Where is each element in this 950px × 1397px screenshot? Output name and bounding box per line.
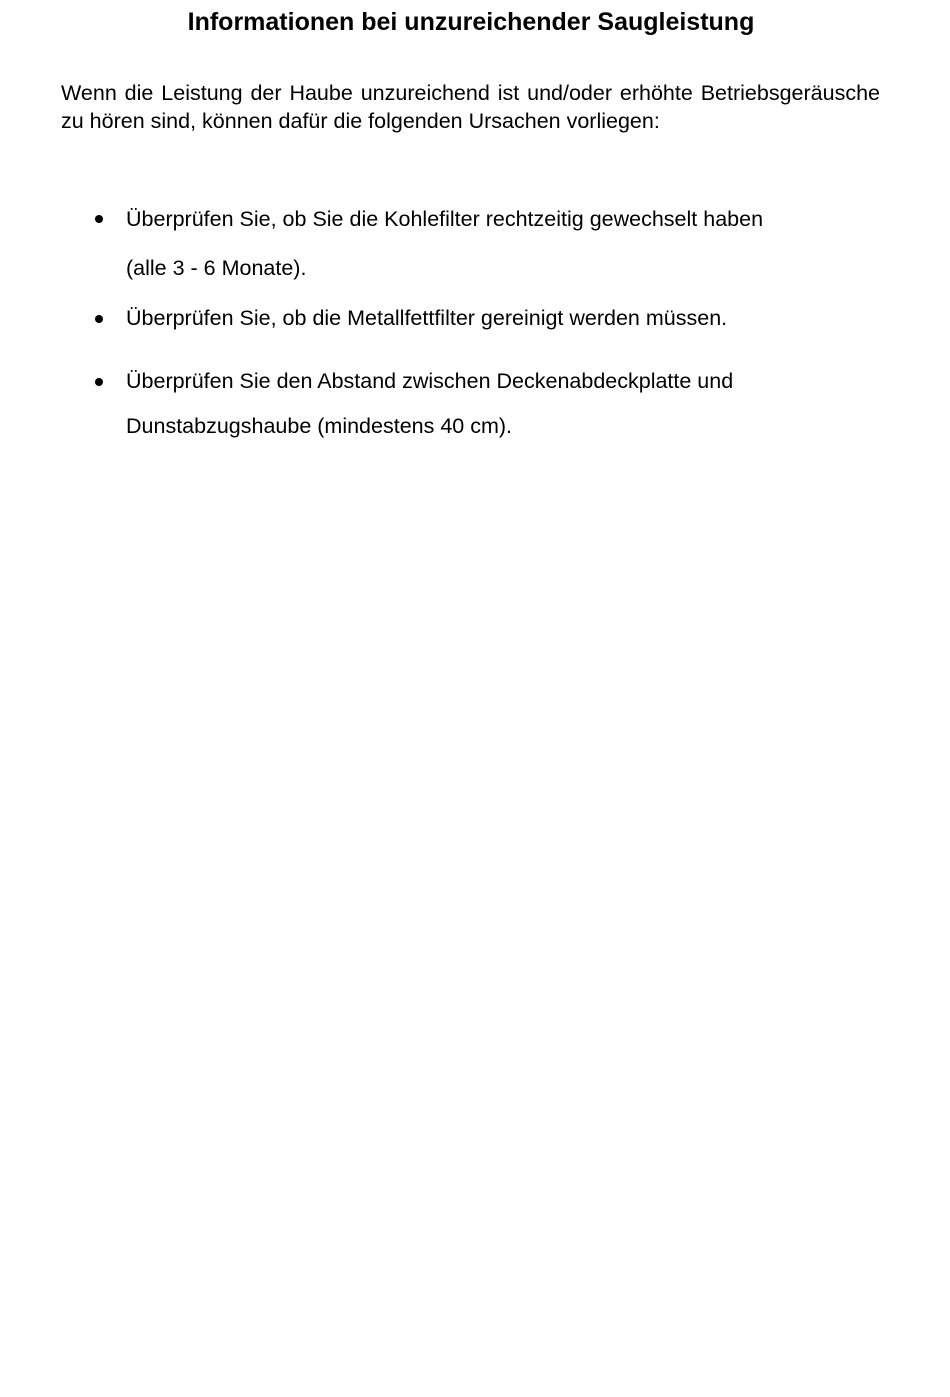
bullet-icon (95, 378, 103, 386)
list-item-text: Überprüfen Sie den Abstand zwischen Deckenabdeckplatte und (126, 369, 734, 393)
bullet-icon (95, 315, 103, 323)
list-item-text: Überprüfen Sie, ob die Metallfettfilter gereinigt werden müssen. (126, 306, 728, 330)
intro-paragraph: Wenn die Leistung der Haube unzureichend ist und/oder erhöhte Betriebsgeräusche zu hören sind, können dafür die folgenden Ursachen vorliegen: (61, 81, 880, 133)
bullet-icon (95, 215, 103, 223)
list-item-text-continued: (alle 3 - 6 Monate). (126, 256, 307, 280)
page-title: Informationen bei unzureichender Saugleistung (187, 8, 755, 36)
list-item-text-continued: Dunstabzugshaube (mindestens 40 cm). (126, 414, 513, 438)
list-item-text: Überprüfen Sie, ob Sie die Kohlefilter rechtzeitig gewechselt haben (126, 207, 764, 231)
